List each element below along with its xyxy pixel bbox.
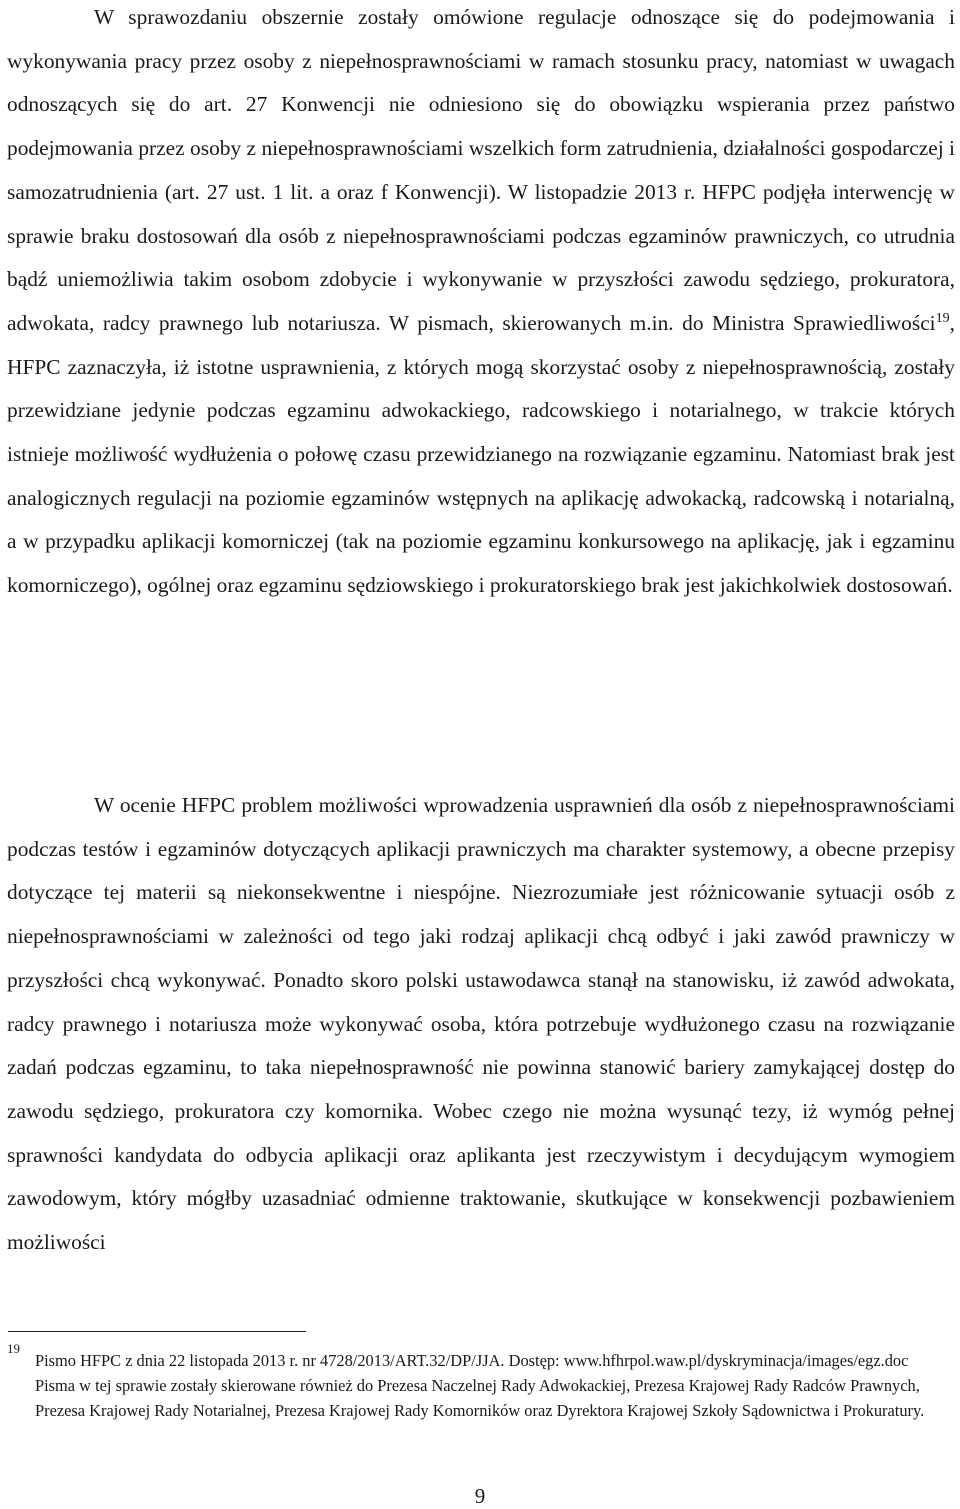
paragraph-1-text-b: , HFPC zaznaczyła, iż istotne usprawnienia, z których mogą skorzystać osoby z niepełnosprawnością, zostały przewidziane jedynie podczas egzaminu adwokackiego, radcowskiego i notarialnego, w trakcie których istnieje możliwość wydłużenia o połowę czasu przewidzianego na rozwiązanie egzaminu. Natomiast brak jest analogicznych regulacji na poziomie egzaminów wstępnych na aplikację adwokacką, radcowską i notarialną, a w przypadku aplikacji komorniczej (tak na poziomie egzaminu konkursowego na aplikację, jak i egzaminu komorniczego), ogólnej oraz egzaminu sędziowskiego i prokuratorskiego brak jest jakichkolwiek dostosowań. bbox=[7, 310, 955, 598]
body-paragraph-1 bbox=[7, 0, 955, 608]
footnote-reference[interactable]: 19 bbox=[935, 310, 950, 326]
page-number: 9 bbox=[474, 1484, 486, 1508]
footnote-number: 19 bbox=[7, 1341, 20, 1356]
paragraph-1-text-a: W sprawozdaniu obszernie zostały omówione regulacje odnoszące się do podejmowania i wykonywania pracy przez osoby z niepełnosprawnościami w ramach stosunku pracy, natomiast w uwagach odnoszących się do art. 27 Konwencji nie odniesiono się do obowiązku wspierania przez państwo podejmowania przez osoby z niepełnosprawnościami wszelkich form zatrudnienia, działalności gospodarczej i samozatrudnienia (art. 27 ust. 1 lit. a oraz f Konwencji). W listopadzie 2013 r. HFPC podjęła interwencję w sprawie braku dostosowań dla osób z niepełnosprawnościami podczas egzaminów prawniczych, co utrudnia bądź uniemożliwia takim osobom zdobycie i wykonywanie w przyszłości zawodu sędziego, prokuratora, adwokata, radcy prawnego lub notariusza. W pismach, skierowanych m.in. do Ministra Sprawiedliwości bbox=[7, 5, 955, 335]
body-paragraph-2: W ocenie HFPC problem możliwości wprowadzenia usprawnień dla osób z niepełnosprawnościami podczas testów i egzaminów dotyczących aplikacji prawniczych ma charakter systemowy, a obecne przepisy dotyczące tej materii są niekonsekwentne i niespójne. Niezrozumiałe jest różnicowanie sytuacji osób z niepełnosprawnościami w zależności od tego jaki rodzaj aplikacji chcą odbyć i jaki zawód prawniczy w przyszłości chcą wykonywać. Ponadto skoro polski ustawodawca stanął na stanowisku, iż zawód adwokata, radcy prawnego i notariusza może wykonywać osoba, która potrzebuje wydłużonego czasu na rozwiązanie zadań podczas egzaminu, to taka niepełnosprawność nie powinna stanowić bariery zamykającej dostęp do zawodu sędziego, prokuratora czy komornika. Wobec czego nie można wysunąć tezy, iż wymóg pełnej sprawności kandydata do odbycia aplikacji oraz aplikanta jest rzeczywistym i decydującym wymogiem zawodowym, który mógłby uzasadniać odmienne traktowanie, skutkujące w konsekwencji pozbawieniem możliwości bbox=[7, 793, 955, 1255]
footnote-separator bbox=[8, 1331, 306, 1332]
footnote-text: Pismo HFPC z dnia 22 listopada 2013 r. nr 4728/2013/ART.32/DP/JJA. Dostęp: www.hfhrpol.waw.pl/dyskryminacja/images/egz.doc Pisma w tej sprawie zostały skierowane również do Prezesa Naczelnej Rady Adwokackiej, Prezesa Krajowej Rady Radców Prawnych, Prezesa Krajowej Rady Notarialnej, Prezesa Krajowej Rady Komorników oraz Dyrektora Krajowej Szkoły Sądownictwa i Prokuratury. bbox=[35, 1351, 925, 1420]
